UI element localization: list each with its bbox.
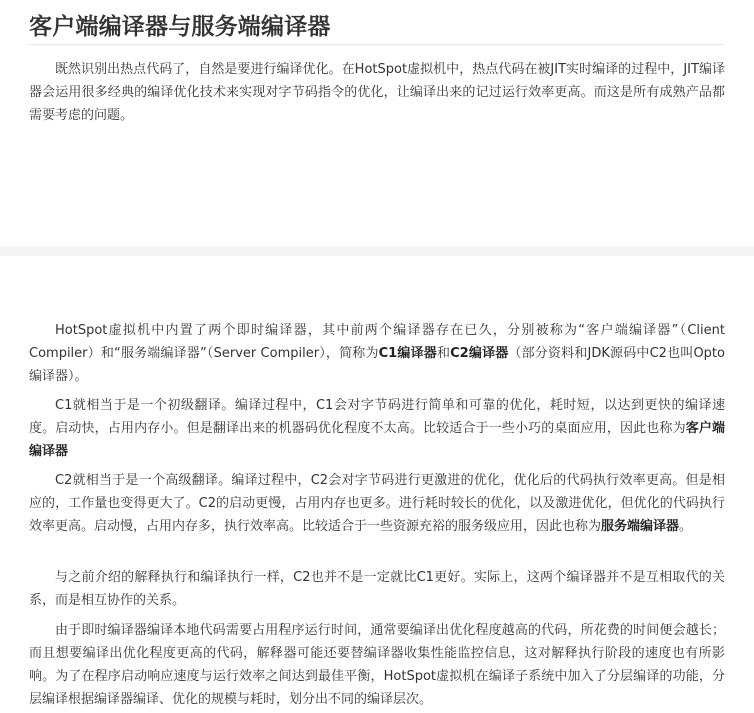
paragraph-c1 (29, 394, 725, 463)
paragraph-text: HotSpot虚拟机中内置了两个即时编译器，其中前两个编译器存在已久，分别被称为“客户端编译器”（Client Compiler）和“服务端编译器”（Server Compiler），简称为 (29, 323, 725, 361)
intro-paragraph: 既然识别出热点代码了，自然是要进行编译优化。在HotSpot虚拟机中，热点代码在被JIT实时编译的过程中，JIT编译器会运用很多经典的编译优化技术来实现对字节码指令的优化，让编译出来的记过运行效率更高。而这是所有成熟产品都需要考虑的问题。 (29, 62, 725, 123)
section-divider-band (0, 246, 754, 256)
title-divider (29, 44, 724, 45)
paragraph-tiered-compilation: 由于即时编译器编译本地代码需要占用程序运行时间，通常要编译出优化程度越高的代码，所花费的时间便会越长；而且想要编译出优化程度更高的代码，解释器可能还要替编译器收集性能监控信息，这对解释执行阶段的速度也有所影响。为了在程序启动响应速度与运行效率之间达到最佳平衡，HotSpot虚拟机在编译子系统中加入了分层编译的功能，分层编译根据编译器编译、优化的规模与耗时，划分出不同的编译层次。 (29, 623, 725, 707)
paragraph-compilers-intro (29, 319, 725, 388)
paragraph-text: （部分资料和JDK源码中C2也叫Opto编译器）。 (29, 346, 725, 384)
paragraph-cooperation: 与之前介绍的解释执行和编译执行一样，C2也并不是一定就比C1更好。实际上，这两个编译器并不是互相取代的关系，而是相互协作的关系。 (29, 570, 725, 608)
paragraph-c2 (29, 469, 725, 538)
bold-c1-compiler: C1编译器 (378, 346, 437, 361)
paragraph-text: C2就相当于是一个高级翻译。编译过程中，C2会对字节码进行更激进的优化，优化后的代码执行效率更高。但是相应的，工作量也变得更大了。C2的启动更慢，占用内存也更多。进行耗时较长的优化，以及激进优化，但优化的代码执行效率更高。启动慢，占用内存多，执行效率高。比较适合于一些资源充裕的服务级应用，因此也称为 (29, 473, 725, 534)
top-section (0, 0, 754, 246)
paragraph-text: C1就相当于是一个初级翻译。编译过程中，C1会对字节码进行简单和可靠的优化，耗时短，以达到更快的编译速度。启动快，占用内存小。但是翻译出来的机器码优化程度不太高。比较适合于一些小巧的桌面应用，因此也称为 (29, 398, 725, 436)
bold-server-compiler: 服务端编译器 (601, 519, 680, 534)
bold-c2-compiler: C2编译器 (450, 346, 509, 361)
paragraph-text: 和 (436, 346, 451, 361)
page-title: 客户端编译器与服务端编译器 (29, 14, 331, 40)
bold-client-compiler: 客户端编译器 (29, 421, 725, 459)
paragraph-text: 。 (679, 519, 693, 534)
